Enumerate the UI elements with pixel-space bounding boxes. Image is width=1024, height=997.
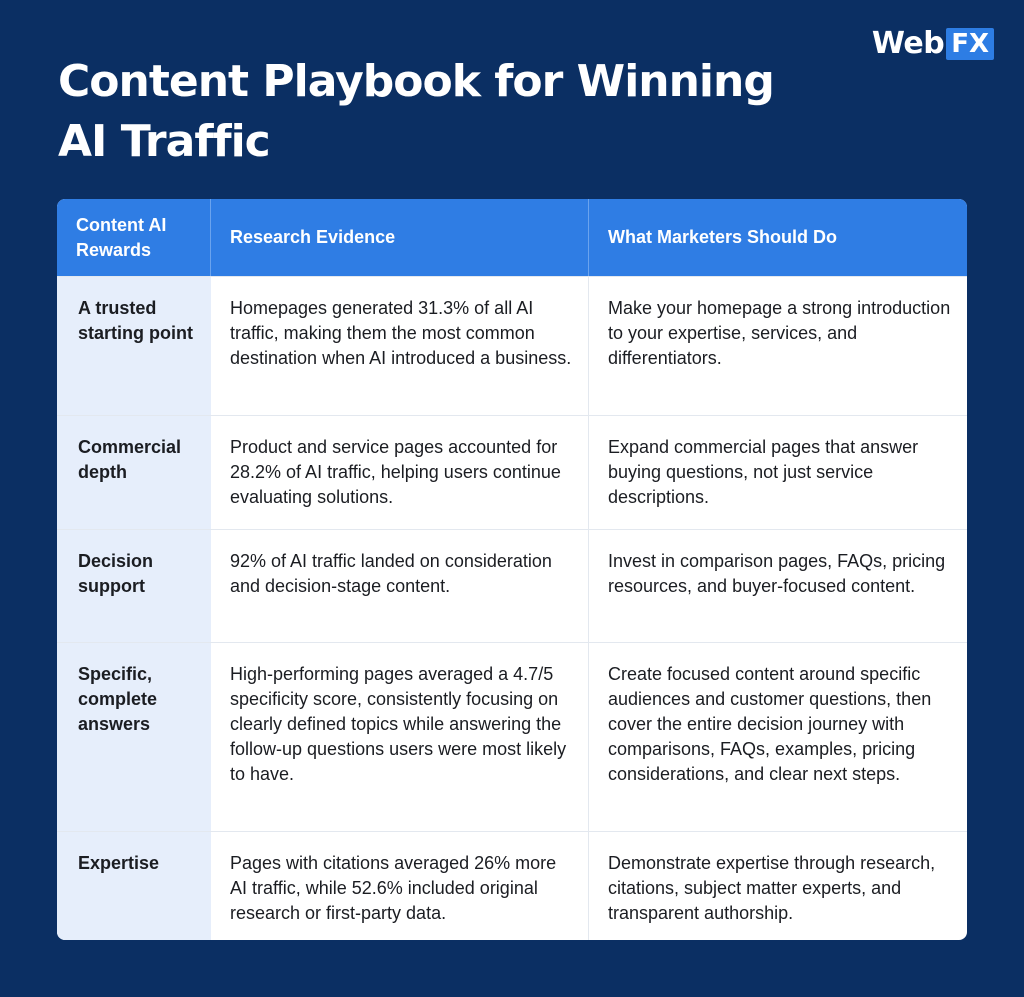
row-action: Invest in comparison pages, FAQs, pricing resources, and buyer-focused content. (608, 551, 946, 596)
title-line-1: Content Playbook for Winning (58, 56, 774, 107)
table-row (57, 415, 967, 529)
row-action: Demonstrate expertise through research, citations, subject matter experts, and transparent authorship. (608, 853, 936, 923)
row-reward: Expertise (57, 832, 211, 940)
row-action: Create focused content around specific audiences and customer questions, then cover the entire decision journey with comparisons, FAQs, examples, pricing considerations, and clear next steps. (608, 664, 932, 784)
title-line-2: AI Traffic (58, 116, 270, 167)
row-evidence: 92% of AI traffic landed on consideration and decision-stage content. (211, 530, 589, 642)
table-row (57, 529, 967, 642)
logo-fx-badge: FX (946, 28, 994, 60)
table-header (57, 199, 967, 276)
header-content-ai-rewards: Content AI Rewards (57, 199, 211, 276)
row-reward: Commercial depth (57, 416, 211, 529)
header-what-marketers-should-do: What Marketers Should Do (608, 227, 838, 247)
playbook-table (57, 199, 967, 940)
row-evidence: Homepages generated 31.3% of all AI traffic, making them the most common destination when AI introduced a business. (211, 277, 589, 415)
row-evidence: High-performing pages averaged a 4.7/5 specificity score, consistently focusing on clearly defined topics while answering the follow-up questions users were most likely to have. (211, 643, 589, 831)
row-action: Expand commercial pages that answer buying questions, not just service descriptions. (608, 437, 919, 507)
page-title (58, 52, 818, 172)
table-row (57, 276, 967, 415)
row-reward: Decision support (57, 530, 211, 642)
row-evidence: Pages with citations averaged 26% more AI traffic, while 52.6% included original research or first-party data. (211, 832, 589, 940)
header-research-evidence: Research Evidence (211, 199, 589, 276)
table-row (57, 831, 967, 940)
row-action: Make your homepage a strong introduction to your expertise, services, and differentiators. (608, 298, 951, 368)
row-evidence: Product and service pages accounted for 28.2% of AI traffic, helping users continue evaluating solutions. (211, 416, 589, 529)
webfx-logo (872, 26, 994, 61)
row-reward: Specific, complete answers (57, 643, 211, 831)
table-row (57, 642, 967, 831)
logo-web-text: Web (871, 26, 945, 61)
row-reward: A trusted starting point (57, 277, 211, 415)
